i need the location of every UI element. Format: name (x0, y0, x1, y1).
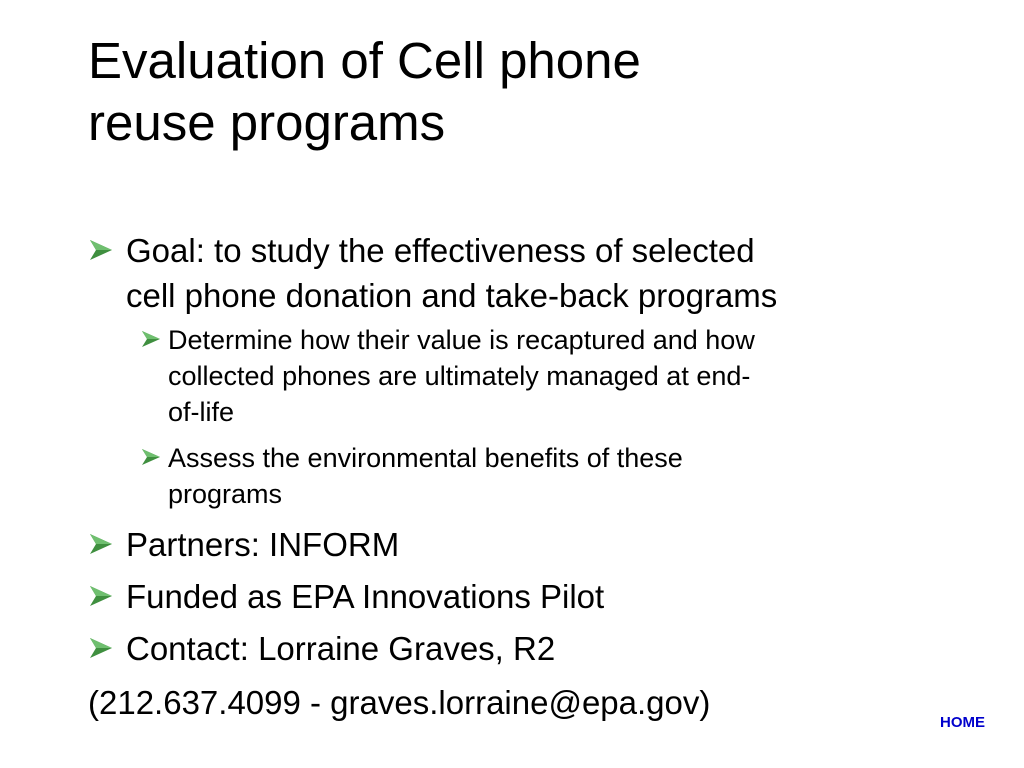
arrow-bullet-icon (88, 522, 126, 556)
sub-bullet-1-line-2: collected phones are ultimately managed at end- (168, 361, 751, 391)
sub-bullet-text (168, 322, 755, 430)
bullet-contact-text: Contact: Lorraine Graves, R2 (126, 630, 556, 667)
sub-bullet-text (168, 440, 683, 512)
sub-bullet-2-line-1: Assess the environmental benefits of these (168, 443, 683, 473)
title-line-1: Evaluation of Cell phone (88, 32, 641, 89)
arrow-bullet-icon (88, 228, 126, 262)
bullet-partners-text: Partners: INFORM (126, 526, 400, 563)
slide-title (88, 30, 948, 154)
arrow-bullet-icon (140, 440, 168, 467)
bullet-funding-text: Funded as EPA Innovations Pilot (126, 578, 605, 615)
arrow-bullet-icon (88, 626, 126, 660)
title-line-2: reuse programs (88, 94, 446, 151)
bullet-goal-line-2: cell phone donation and take-back programs (126, 277, 778, 314)
contact-details: (212.637.4099 - graves.lorraine@epa.gov) (88, 684, 711, 721)
sub-bullet-1-line-1: Determine how their value is recaptured and how (168, 325, 755, 355)
bullet-text (126, 228, 777, 318)
home-link[interactable]: HOME (940, 714, 985, 731)
bullet-goal (88, 228, 777, 318)
arrow-bullet-icon (140, 322, 168, 349)
sub-bullet-environmental-benefits (140, 440, 683, 512)
bullet-contact (88, 626, 555, 671)
sub-bullet-value-recapture (140, 322, 755, 430)
arrow-bullet-icon (88, 574, 126, 608)
bullet-funding (88, 574, 604, 619)
bullet-goal-line-1: Goal: to study the effectiveness of selected (126, 232, 755, 269)
sub-bullet-1-line-3: of-life (168, 397, 235, 427)
sub-bullet-2-line-2: programs (168, 479, 283, 509)
bullet-partners (88, 522, 399, 567)
